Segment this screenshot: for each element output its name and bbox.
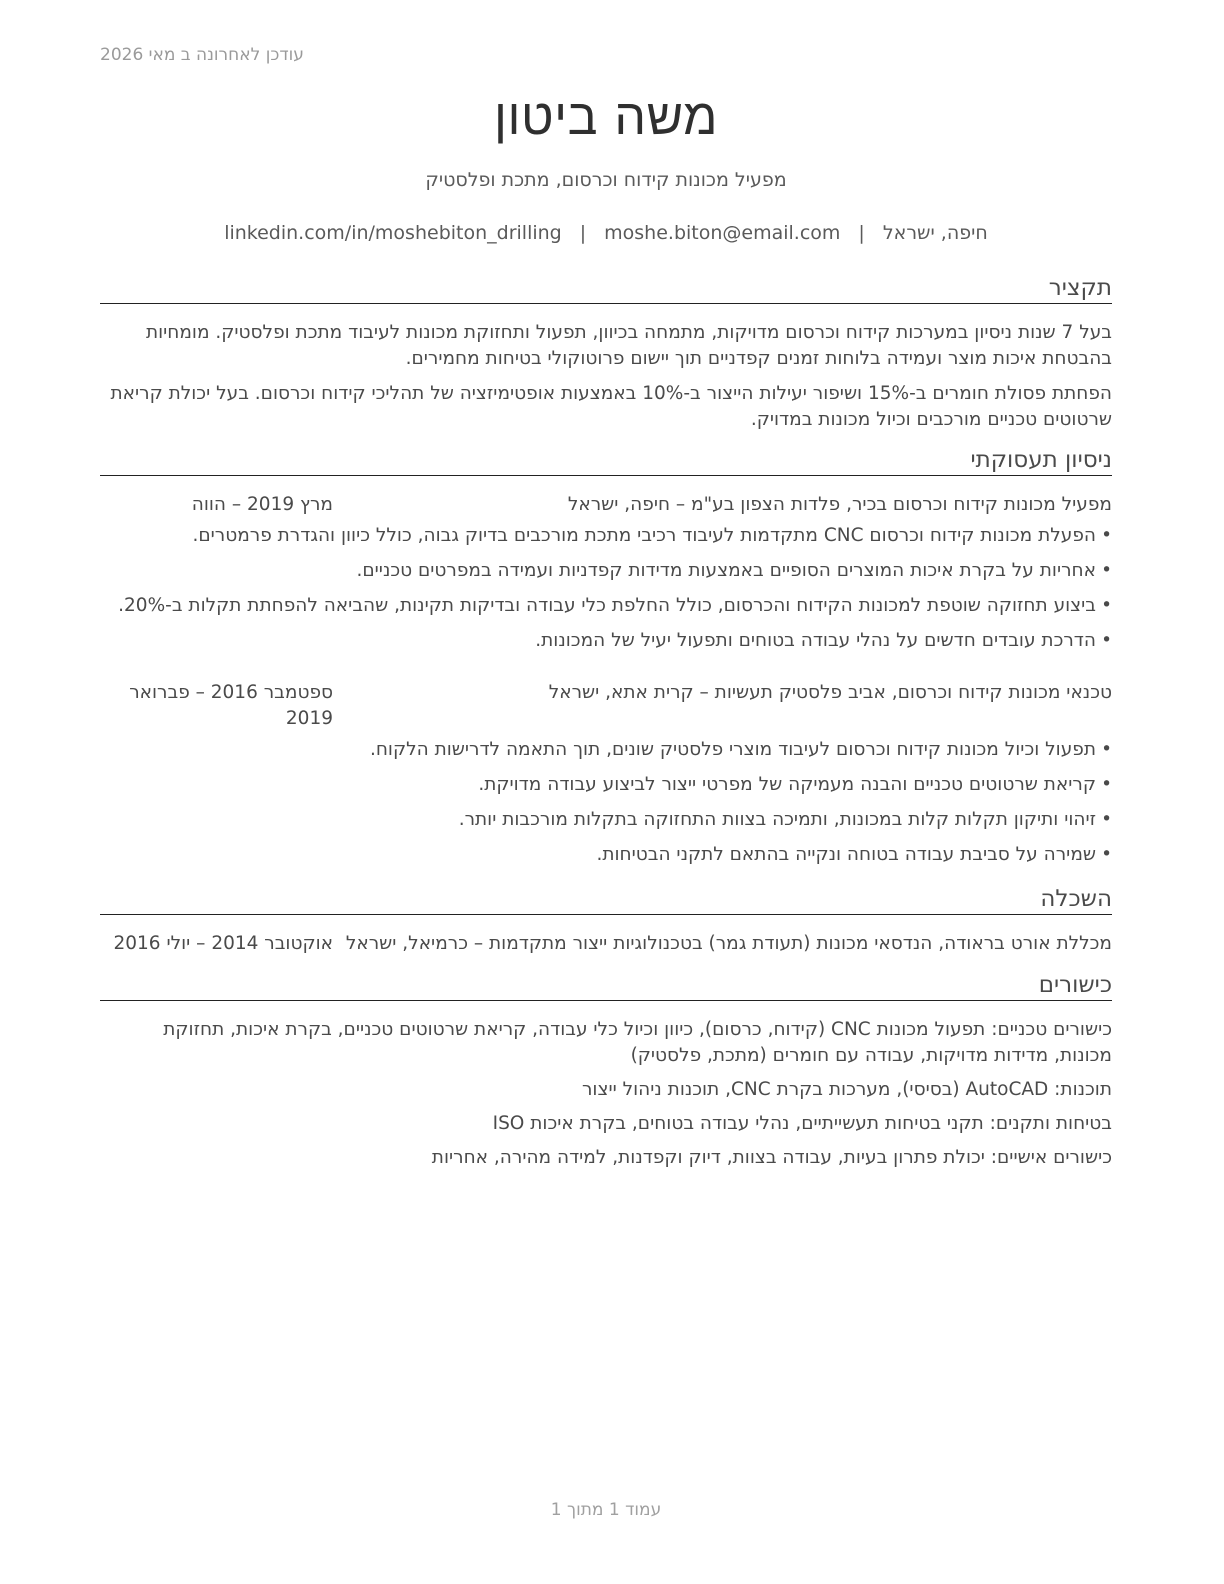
section-title-summary: תקציר: [100, 275, 1112, 304]
job-role: טכנאי מכונות קידוח וכרסום, אביב פלסטיק תעשיות – קרית אתא, ישראל: [548, 682, 1112, 703]
candidate-subtitle: מפעיל מכונות קידוח וכרסום, מתכת ופלסטיק: [425, 169, 787, 191]
skill-line: כישורים טכניים: תפעול מכונות CNC (קידוח, כרסום), כיוון וכיול כלי עבודה, קריאת שרטוטים טכניים, בקרת איכות, תחזוקת מכונות, מדידות מדויקות, עבודה עם חומרים (מתכת, פלסטיק): [163, 1019, 1112, 1066]
job-bullet: • הפעלת מכונות קידוח וכרסום CNC מתקדמות לעיבוד רכיבי מתכת מורכבים בדיוק גבוה, כולל כיוון והגדרת פרמטרים.: [100, 523, 1112, 558]
job-bullets: [100, 737, 1112, 877]
summary-paragraph-2: הפחתת פסולת חומרים ב-15% ושיפור יעילות הייצור ב-10% באמצעות אופטימיזציה של תהליכי קידוח וכרסום. בעל יכולת קריאת שרטוטים טכניים מורכבים וכיול מכונות במדויק.: [110, 383, 1112, 430]
contact-separator: |: [858, 222, 865, 244]
last-updated-note: עודכן לאחרונה ב מאי 2026: [100, 45, 304, 65]
skill-line: כישורים אישיים: יכולת פתרון בעיות, עבודה בצוות, דיוק וקפדנות, למידה מהירה, אחריות: [431, 1147, 1112, 1168]
contact-location: חיפה, ישראל: [882, 222, 988, 244]
job-bullet: • זיהוי ותיקון תקלות קלות במכונות, ותמיכה בצוות התחזוקה בתקלות מורכבות יותר.: [100, 807, 1112, 842]
job-role: מפעיל מכונות קידוח וכרסום בכיר, פלדות הצפון בע"מ – חיפה, ישראל: [567, 494, 1112, 515]
resume-page: [100, 0, 1112, 1584]
job-bullet: • הדרכת עובדים חדשים על נהלי עבודה בטוחים ותפעול יעיל של המכונות.: [100, 628, 1112, 663]
contact-email[interactable]: moshe.biton@email.com: [604, 222, 841, 244]
section-title-education: השכלה: [100, 886, 1112, 915]
section-title-experience: ניסיון תעסוקתי: [100, 447, 1112, 476]
job-bullet: • שמירה על סביבת עבודה בטוחה ונקייה בהתאם לתקני הבטיחות.: [100, 842, 1112, 877]
job-dates: מרץ 2019 – הווה: [191, 494, 333, 515]
education-institution: מכללת אורט בראודה, הנדסאי מכונות (תעודת גמר) בטכנולוגיות ייצור מתקדמות – כרמיאל, ישראל: [345, 933, 1112, 954]
page-footer: עמוד 1 מתוך 1: [550, 1500, 662, 1520]
skills-list: [100, 1017, 1112, 1179]
education-dates: אוקטובר 2014 – יולי 2016: [113, 933, 333, 954]
contact-linkedin[interactable]: linkedin.com/in/moshebiton_drilling: [224, 222, 562, 244]
section-title-skills: כישורים: [100, 972, 1112, 1001]
candidate-name: משה ביטון: [494, 88, 718, 146]
contact-separator: |: [579, 222, 587, 244]
job-bullet: • תפעול וכיול מכונות קידוח וכרסום לעיבוד מוצרי פלסטיק שונים, תוך התאמה לדרישות הלקוח.: [100, 737, 1112, 772]
skill-line: בטיחות ותקנים: תקני בטיחות תעשייתיים, נהלי עבודה בטוחים, בקרת איכות ISO: [492, 1113, 1112, 1134]
job-bullet: • אחריות על בקרת איכות המוצרים הסופיים באמצעות מדידות קפדניות ועמידה במפרטים טכניים.: [100, 558, 1112, 593]
job-dates: ספטמבר 2016 – פברואר 2019: [129, 682, 333, 729]
skill-line: תוכנות: AutoCAD (בסיסי), מערכות בקרת CNC, תוכנות ניהול ייצור: [581, 1079, 1112, 1100]
job-bullet: • ביצוע תחזוקה שוטפת למכונות הקידוח והכרסום, כולל החלפת כלי עבודה ובדיקות תקינות, שהביאה להפחתת תקלות ב-20%.: [100, 593, 1112, 628]
contact-line: [100, 222, 1112, 244]
job-bullet: • קריאת שרטוטים טכניים והבנה מעמיקה של מפרטי ייצור לביצוע עבודה מדויקת.: [100, 772, 1112, 807]
summary-paragraph-1: בעל 7 שנות ניסיון במערכות קידוח וכרסום מדויקות, מתמחה בכיוון, תפעול ותחזוקת מכונות לעיבוד מתכת ופלסטיק. מומחיות בהבטחת איכות מוצר ועמידה בלוחות זמנים קפדניים תוך יישום פרוטוקולי בטיחות מחמירים.: [145, 322, 1112, 369]
job-bullets: [100, 523, 1112, 663]
